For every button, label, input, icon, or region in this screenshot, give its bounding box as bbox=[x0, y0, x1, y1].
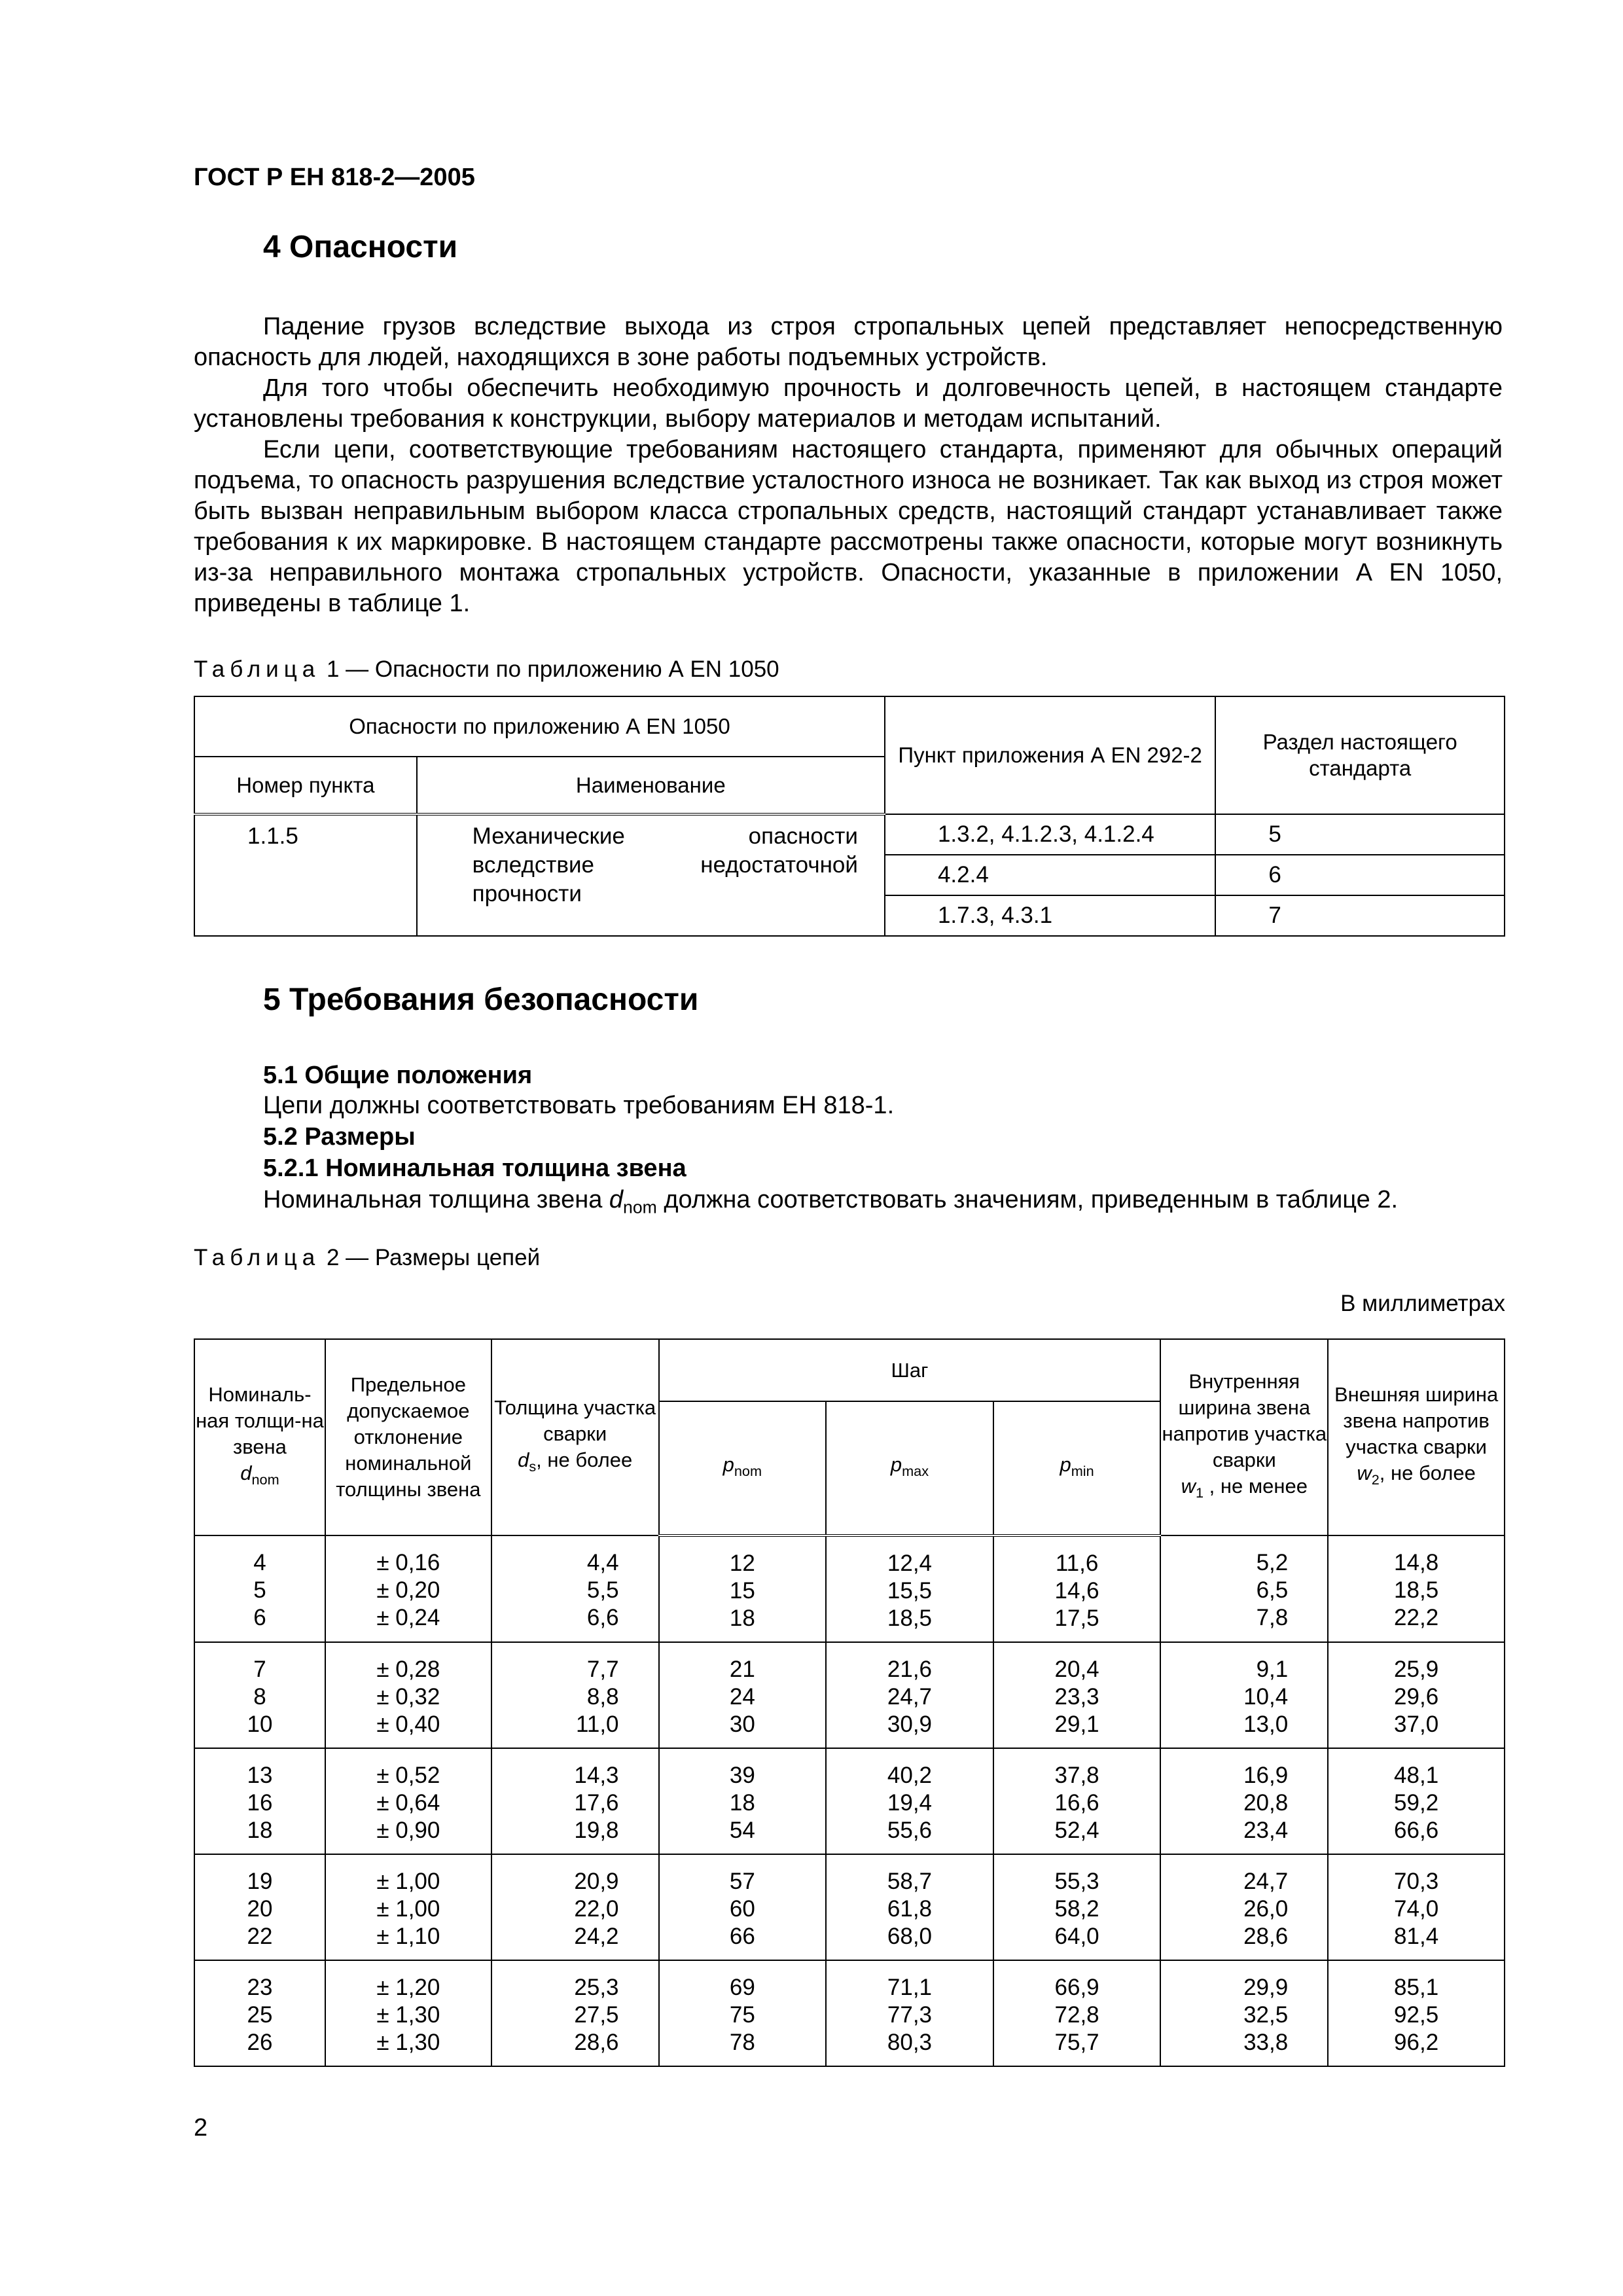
col-item-header: Номер пункта bbox=[194, 757, 417, 814]
table-2-units: В миллиметрах bbox=[1340, 1291, 1505, 1316]
document-header: ГОСТ Р ЕН 818-2—2005 bbox=[194, 164, 475, 191]
table-row: 7 8 10 ± 0,28 ± 0,32 ± 0,40 7,7 8,8 11,0 21 24 30 21,6 24,7 30,9 20,4 23,3 29,1 9,1 10,4 13,0 25,9 29,6 37,0 bbox=[194, 1642, 1505, 1748]
col-pmax-header: $p_{max}$ bbox=[826, 1401, 993, 1535]
section-ref: 7 bbox=[1215, 895, 1505, 936]
col-name-header: Наименование bbox=[417, 757, 885, 814]
group-header: Опасности по приложению А EN 1050 bbox=[194, 696, 885, 757]
page-number: 2 bbox=[194, 2114, 208, 2142]
col-section-header: Раздел настоящего стандарта bbox=[1215, 696, 1505, 814]
subsection-5-2-1-text: Номинальная толщина звена $d_{nom}$ должна соответствовать значениям, приведенным в таблице 2. bbox=[263, 1186, 1399, 1217]
col-w2-header: Внешняя ширина звена напротив участка сварки $w_2$, не более bbox=[1328, 1339, 1505, 1535]
col-pitch-header: Шаг bbox=[659, 1339, 1161, 1401]
section-4-title: 4 Опасности bbox=[263, 230, 458, 264]
col-dnom-header: Номиналь-ная толщи-на звена $d_{nom}$ bbox=[194, 1339, 325, 1535]
subsection-5-2-title: 5.2 Размеры bbox=[263, 1123, 416, 1151]
paragraph: Если цепи, соответствующие требованиям настоящего стандарта, применяют для обычных операций подъема, то опасность разрушения вследствие усталостного износа не возникает. Так как выход из строя может быть вызван неправильным выбором класса стропальных средств, настоящий стандарт устанавливает также требования к их маркировке. В настоящем стандарте рассмотрены также опасности, которые могут возникнуть из-за неправильного монтажа стропальных устройств. Опасности, указанные в приложении А EN 1050, приведены в таблице 1. bbox=[194, 436, 1503, 617]
caption-text: 2 — Размеры цепей bbox=[326, 1245, 541, 1270]
section-5-title: 5 Требования безопасности bbox=[263, 982, 699, 1017]
col-pnom-header: $p_{nom}$ bbox=[659, 1401, 827, 1535]
chain-dimensions-table bbox=[194, 1338, 1505, 2067]
section-ref: 5 bbox=[1215, 814, 1505, 855]
table-row: 4 5 6 ± 0,16 ± 0,20 ± 0,24 4,4 5,5 6,6 12 15 18 12,4 15,5 18,5 11,6 14,6 17,5 5,2 6,5 7,8 14,8 18,5 22,2 bbox=[194, 1535, 1505, 1642]
annex-clause: 4.2.4 bbox=[885, 855, 1215, 895]
subsection-5-1-title: 5.1 Общие положения bbox=[263, 1062, 533, 1089]
caption-label: Таблица bbox=[194, 656, 321, 682]
annex-clause: 1.3.2, 4.1.2.3, 4.1.2.4 bbox=[885, 814, 1215, 855]
table-1-caption bbox=[194, 656, 779, 683]
table-row: 13 16 18 ± 0,52 ± 0,64 ± 0,90 14,3 17,6 19,8 39 18 54 40,2 19,4 55,6 37,8 16,6 52,4 16,9 20,8 23,4 48,1 59,2 66,6 bbox=[194, 1748, 1505, 1854]
annex-clause: 1.7.3, 4.3.1 bbox=[885, 895, 1215, 936]
section-4-body bbox=[194, 312, 1503, 619]
col-pmin-header: $p_{min}$ bbox=[993, 1401, 1161, 1535]
col-annex-header: Пункт приложения А EN 292-2 bbox=[885, 696, 1215, 814]
col-ds-header: Толщина участка сварки $d_s$, не более bbox=[491, 1339, 659, 1535]
hazard-item-number: 1.1.5 bbox=[194, 814, 417, 936]
hazards-table bbox=[194, 696, 1505, 937]
col-deviation-header: Предельное допускаемое отклонение номинальной толщины звена bbox=[325, 1339, 491, 1535]
subsection-5-2-1-title: 5.2.1 Номинальная толщина звена bbox=[263, 1155, 687, 1182]
section-ref: 6 bbox=[1215, 855, 1505, 895]
subsection-5-1-text: Цепи должны соответствовать требованиям ЕН 818-1. bbox=[263, 1092, 895, 1119]
hazard-name: Механические опасности вследствие недостаточной прочности bbox=[417, 814, 885, 936]
caption-text: 1 — Опасности по приложению А EN 1050 bbox=[326, 656, 779, 682]
table-row: 23 25 26 ± 1,20 ± 1,30 ± 1,30 25,3 27,5 28,6 69 75 78 71,1 77,3 80,3 66,9 72,8 75,7 29,9 32,5 33,8 85,1 92,5 96,2 bbox=[194, 1960, 1505, 2066]
paragraph: Падение грузов вследствие выхода из строя стропальных цепей представляет непосредственную опасность для людей, находящихся в зоне работы подъемных устройств. bbox=[194, 313, 1503, 371]
col-w1-header: Внутренняя ширина звена напротив участка сварки $w_1$ , не менее bbox=[1160, 1339, 1328, 1535]
table-row: 19 20 22 ± 1,00 ± 1,00 ± 1,10 20,9 22,0 24,2 57 60 66 58,7 61,8 68,0 55,3 58,2 64,0 24,7 26,0 28,6 70,3 74,0 81,4 bbox=[194, 1854, 1505, 1960]
table-2-caption bbox=[194, 1245, 540, 1271]
caption-label: Таблица bbox=[194, 1245, 321, 1270]
paragraph: Для того чтобы обеспечить необходимую прочность и долговечность цепей, в настоящем стандарте установлены требования к конструкции, выбору материалов и методам испытаний. bbox=[194, 374, 1503, 433]
